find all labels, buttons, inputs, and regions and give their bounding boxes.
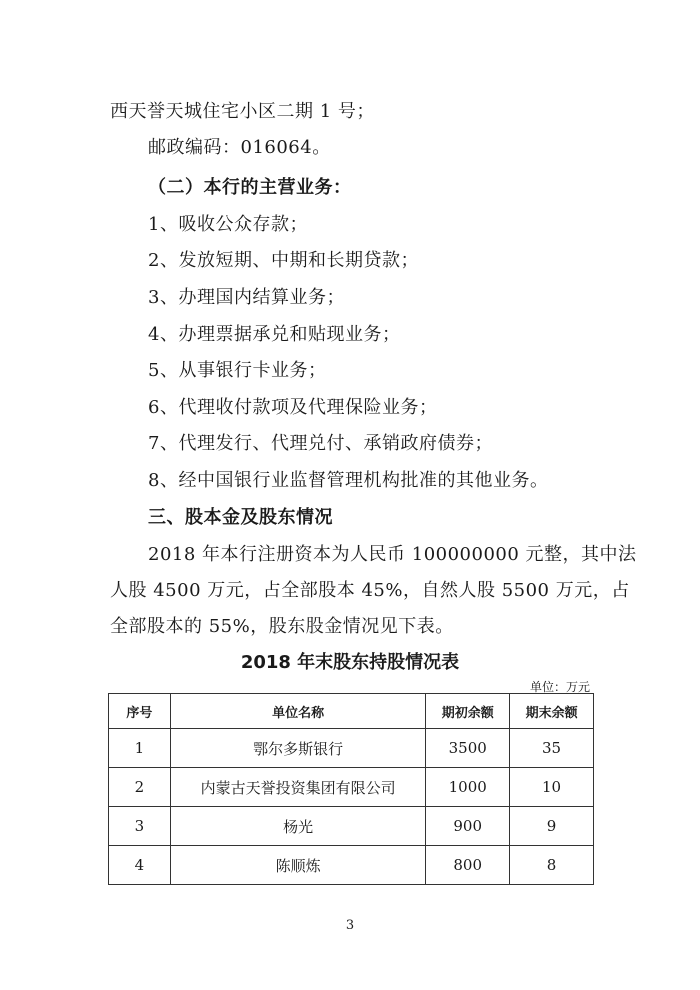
table-row	[109, 768, 594, 807]
table-row	[109, 807, 594, 846]
row-index: 4	[109, 846, 171, 885]
business-item-1: 1、吸收公众存款；	[148, 214, 308, 235]
row-opening-balance: 3500	[426, 729, 510, 768]
capital-paragraph-line-2: 人股 4500 万元，占全部股本 45%，自然人股 5500 万元，占	[110, 580, 630, 601]
row-entity-name: 陈顺炼	[170, 846, 425, 885]
business-item-3: 3、办理国内结算业务；	[148, 287, 345, 308]
table-title: 2018 年末股东持股情况表	[240, 652, 460, 673]
header-opening-balance: 期初余额	[426, 694, 510, 729]
capital-paragraph-line-1: 2018 年本行注册资本为人民币 100000000 元整，其中法	[148, 544, 637, 565]
business-item-7: 7、代理发行、代理兑付、承销政府债券；	[148, 433, 493, 454]
unit-label: 单位：万元	[529, 680, 590, 694]
section-heading-main-business: （二）本行的主营业务：	[148, 177, 352, 198]
address-continuation: 西天誉天城住宅小区二期 1 号；	[110, 101, 375, 122]
row-closing-balance: 10	[510, 768, 594, 807]
table-row	[109, 729, 594, 768]
business-item-5: 5、从事银行卡业务；	[148, 360, 327, 381]
table-row	[109, 846, 594, 885]
row-entity-name: 内蒙古天誉投资集团有限公司	[170, 768, 425, 807]
row-closing-balance: 8	[510, 846, 594, 885]
header-index: 序号	[109, 694, 171, 729]
header-closing-balance: 期末余额	[510, 694, 594, 729]
page-number: 3	[345, 918, 355, 933]
business-item-2: 2、发放短期、中期和长期贷款；	[148, 250, 419, 271]
row-closing-balance: 9	[510, 807, 594, 846]
section-heading-capital: 三、股本金及股东情况	[148, 507, 333, 528]
business-item-6: 6、代理收付款项及代理保险业务；	[148, 397, 438, 418]
header-entity-name: 单位名称	[170, 694, 425, 729]
row-index: 3	[109, 807, 171, 846]
row-opening-balance: 800	[426, 846, 510, 885]
table-header-row	[109, 694, 594, 729]
capital-paragraph-line-3: 全部股本的 55%，股东股金情况见下表。	[110, 616, 454, 637]
row-entity-name: 鄂尔多斯银行	[170, 729, 425, 768]
row-index: 1	[109, 729, 171, 768]
row-opening-balance: 1000	[426, 768, 510, 807]
postal-code: 邮政编码：016064。	[148, 137, 331, 158]
row-closing-balance: 35	[510, 729, 594, 768]
business-item-8: 8、经中国银行业监督管理机构批准的其他业务。	[148, 470, 549, 491]
business-item-4: 4、办理票据承兑和贴现业务；	[148, 324, 401, 345]
row-index: 2	[109, 768, 171, 807]
row-opening-balance: 900	[426, 807, 510, 846]
row-entity-name: 杨光	[170, 807, 425, 846]
shareholder-table	[108, 693, 594, 885]
